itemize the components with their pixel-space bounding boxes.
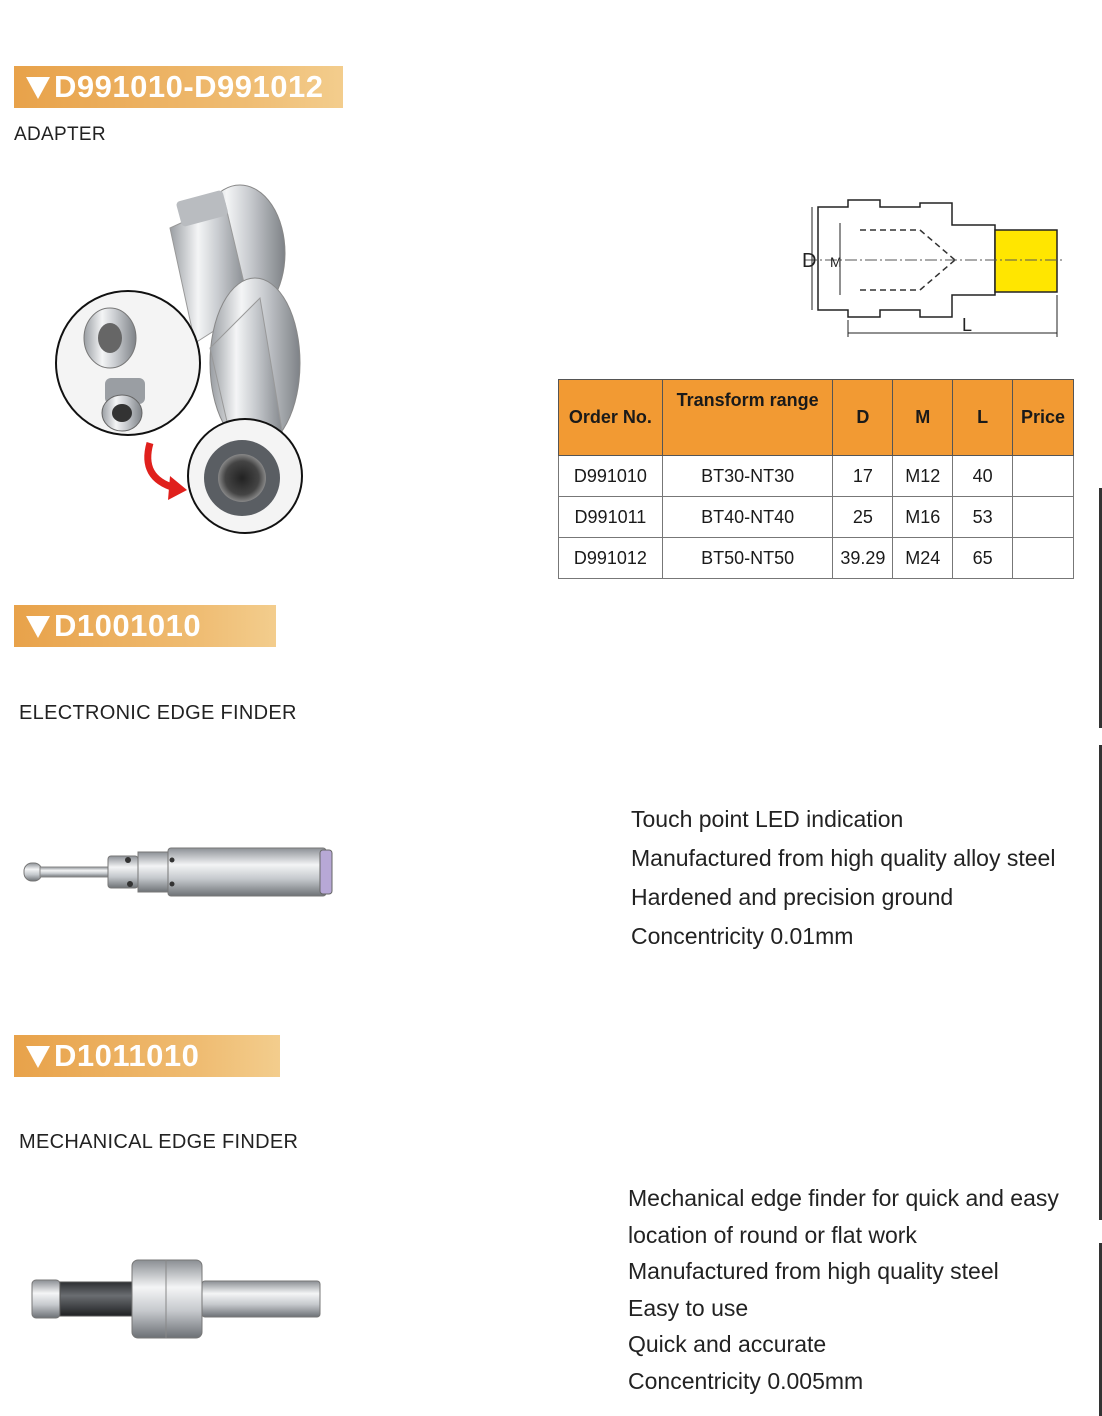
cell-l: 53 <box>953 497 1013 538</box>
cell-d: 39.29 <box>833 538 893 579</box>
feature-item: Concentricity 0.01mm <box>631 923 854 949</box>
header-order-no: Order No. <box>559 380 663 456</box>
adapter-technical-drawing <box>800 195 1065 340</box>
cell-transform-range: BT50-NT50 <box>662 538 833 579</box>
section-subtitle: MECHANICAL EDGE FINDER <box>19 1131 299 1153</box>
section-banner-mechanical-edge-finder <box>14 1035 280 1077</box>
cell-price <box>1013 538 1074 579</box>
feature-item: Manufactured from high quality alloy steel <box>631 845 1056 871</box>
dimension-label-d: D <box>802 250 817 272</box>
table-row <box>559 456 1074 497</box>
dimension-label-l: L <box>962 315 973 335</box>
section-code: D1001010 <box>54 608 202 643</box>
adapter-spec-table <box>558 379 1074 579</box>
feature-item: Quick and accurate <box>628 1331 827 1357</box>
feature-item: Concentricity 0.005mm <box>628 1367 864 1394</box>
cell-d: 25 <box>833 497 893 538</box>
mechanical-feature-list <box>628 1180 1059 1399</box>
header-l: L <box>953 380 1013 456</box>
section-subtitle: ELECTRONIC EDGE FINDER <box>19 702 297 724</box>
cell-order-no: D991011 <box>559 497 663 538</box>
section-banner-adapter <box>14 66 343 108</box>
header-d: D <box>833 380 893 456</box>
cell-m: M16 <box>893 497 953 538</box>
cell-price <box>1013 456 1074 497</box>
cell-order-no: D991012 <box>559 538 663 579</box>
electronic-edge-finder-image <box>20 840 338 906</box>
cell-order-no: D991010 <box>559 456 663 497</box>
feature-item: location of round or flat work <box>628 1221 917 1248</box>
electronic-feature-list <box>631 800 1055 956</box>
feature-item: Hardened and precision ground <box>631 884 954 910</box>
header-transform-range: Transform range <box>662 380 833 456</box>
cell-d: 17 <box>833 456 893 497</box>
cell-m: M12 <box>893 456 953 497</box>
section-banner-electronic-edge-finder <box>14 605 276 647</box>
table-header-row <box>559 380 1074 456</box>
section-code: D1011010 <box>54 1038 200 1073</box>
cell-m: M24 <box>893 538 953 579</box>
header-m: M <box>893 380 953 456</box>
section-code: D991010-D991012 <box>54 69 324 104</box>
header-price: Price <box>1013 380 1074 456</box>
triangle-marker-icon <box>26 1046 50 1068</box>
cell-l: 65 <box>953 538 1013 579</box>
mechanical-edge-finder-image <box>28 1255 326 1343</box>
triangle-marker-icon <box>26 77 50 99</box>
adapter-product-image <box>50 178 310 543</box>
triangle-marker-icon <box>26 616 50 638</box>
cell-transform-range: BT30-NT30 <box>662 456 833 497</box>
cell-l: 40 <box>953 456 1013 497</box>
dimension-label-m: M <box>830 254 842 270</box>
table-row <box>559 538 1074 579</box>
cell-transform-range: BT40-NT40 <box>662 497 833 538</box>
section-subtitle: ADAPTER <box>14 124 106 145</box>
feature-item: Easy to use <box>628 1294 749 1321</box>
table-row <box>559 497 1074 538</box>
cell-price <box>1013 497 1074 538</box>
feature-item: Manufactured from high quality steel <box>628 1258 999 1284</box>
feature-item: Mechanical edge finder for quick and easy <box>628 1185 1059 1211</box>
feature-item: Touch point LED indication <box>631 806 904 832</box>
